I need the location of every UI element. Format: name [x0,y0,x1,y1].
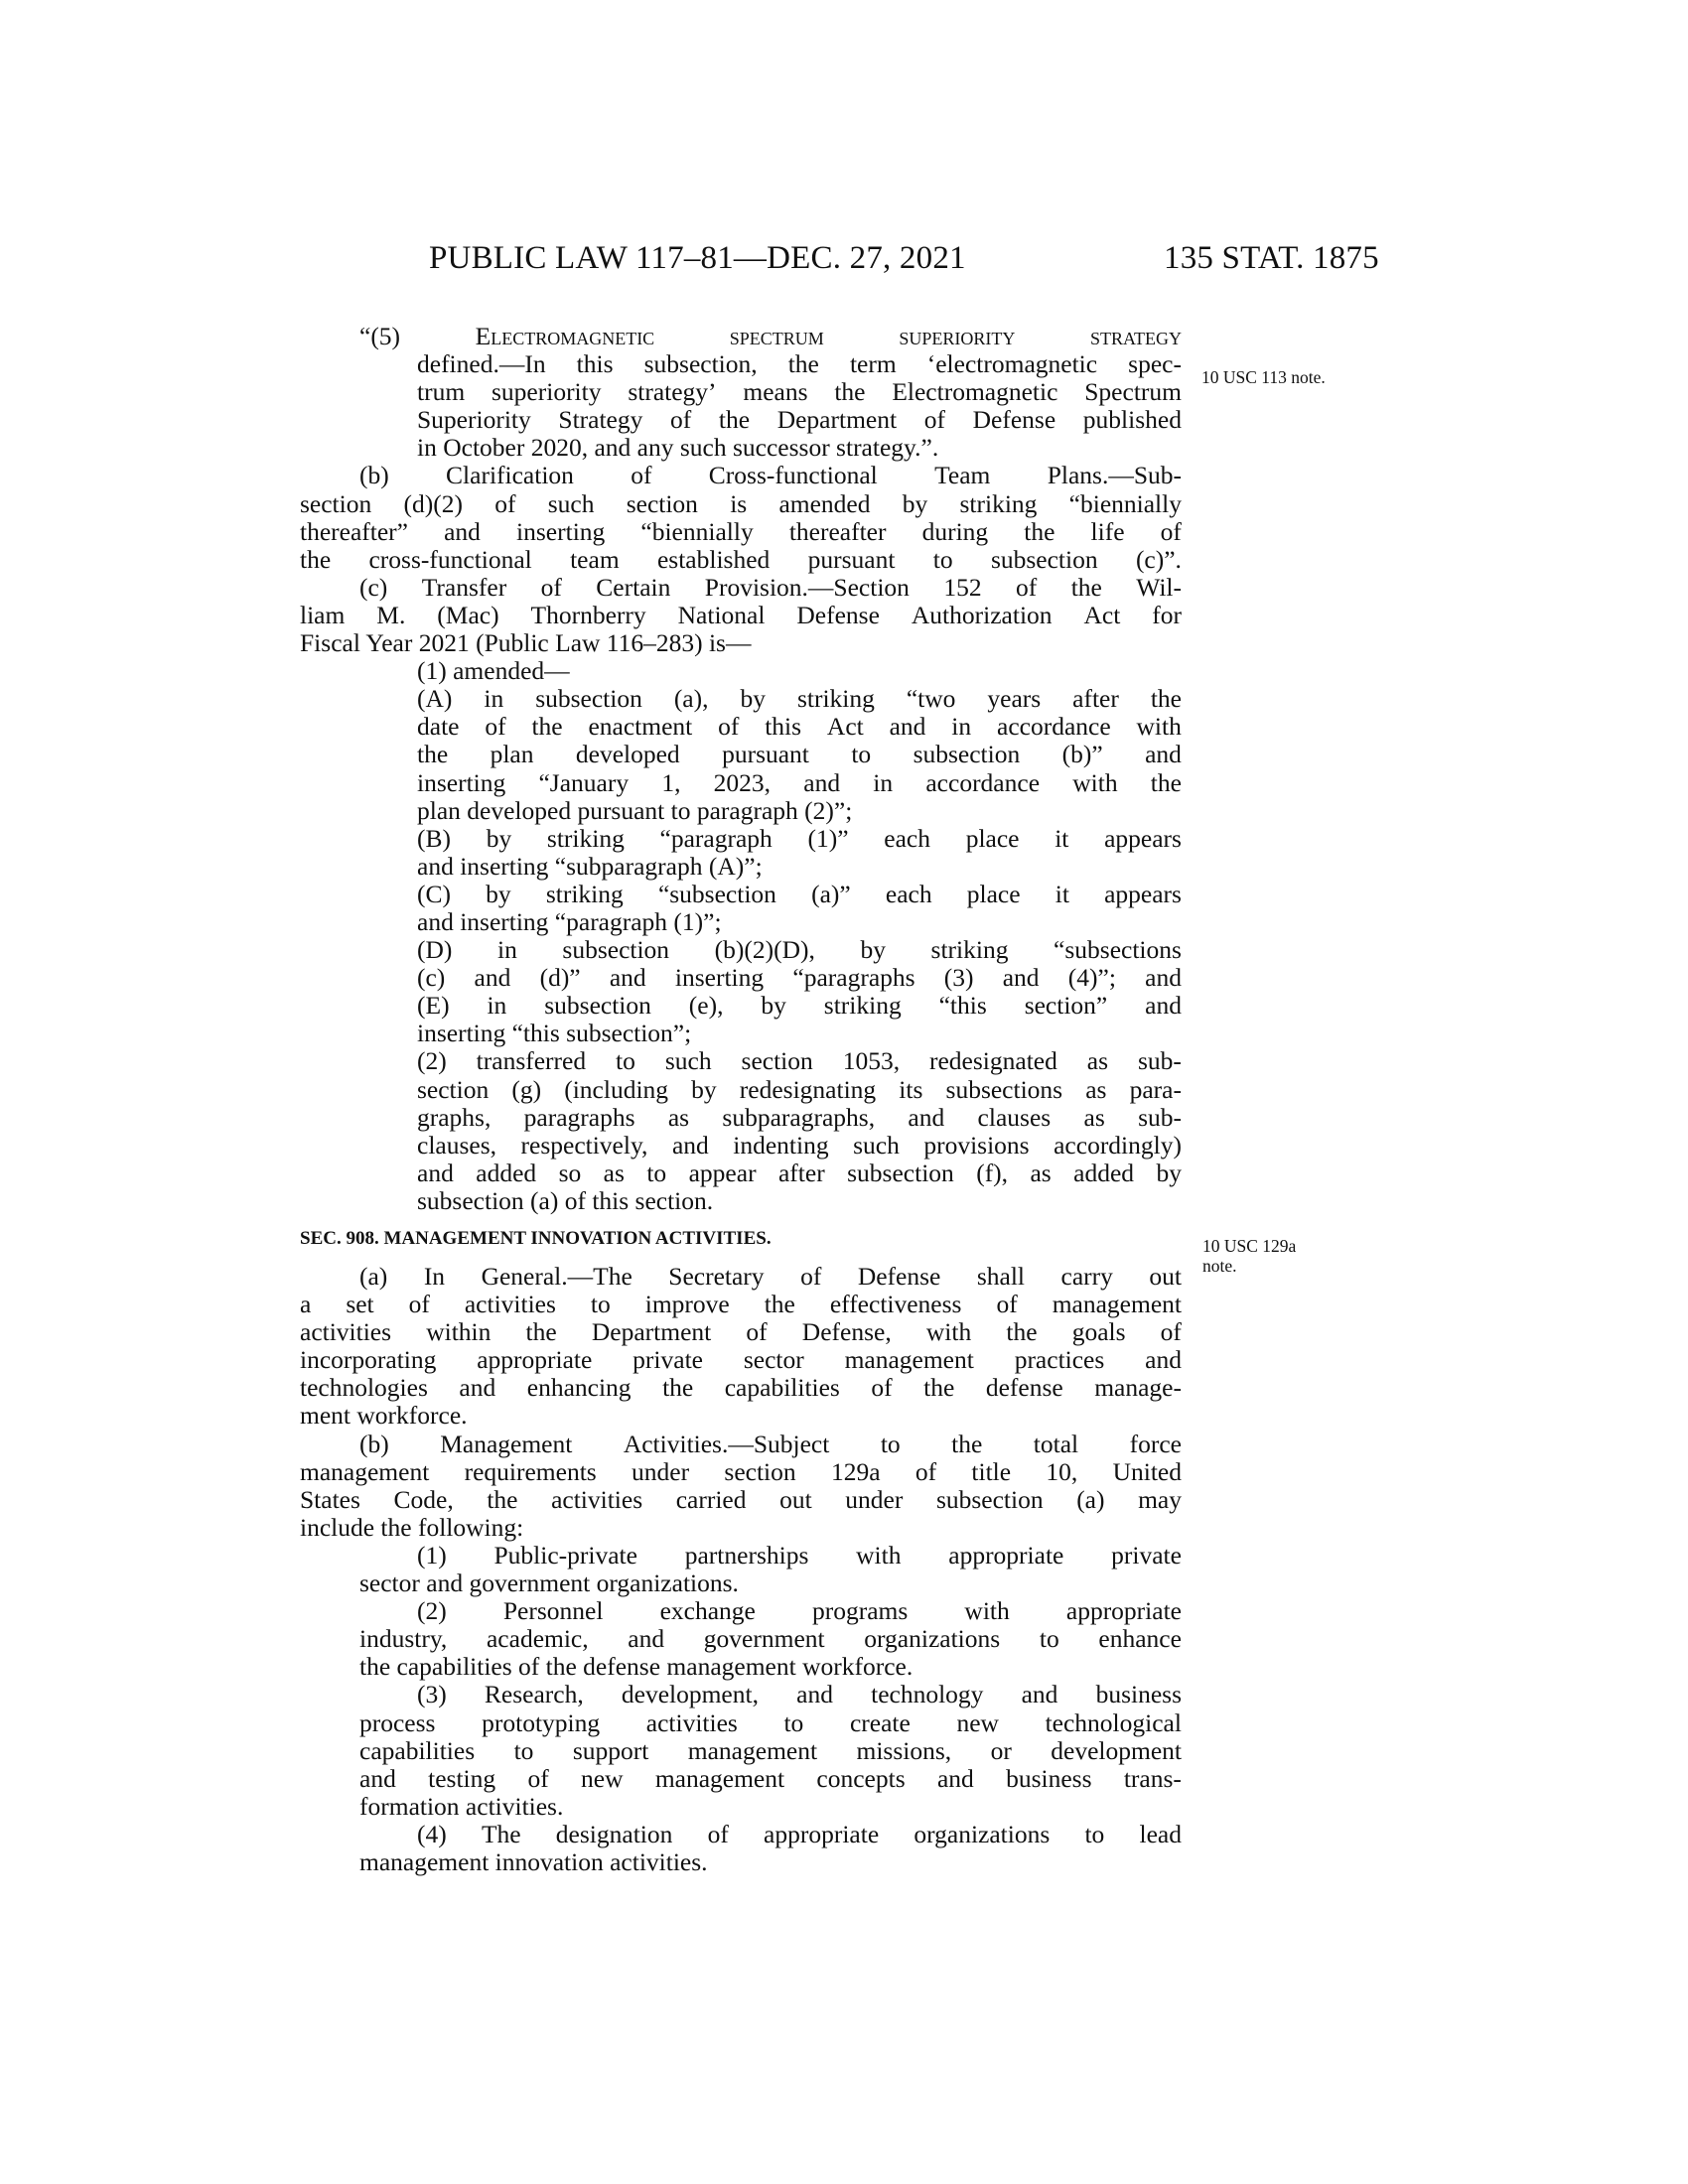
text-line: liam M. (Mac) Thornberry National Defense Authorization Act for [300,600,1182,629]
text-line: subsection (a) of this section. [417,1185,714,1215]
text-line: activities within the Department of Defense, with the goals of [300,1317,1182,1347]
text-line: (C) by striking “subsection (a)” each place it appears [417,879,1182,908]
text-line: ment workforce. [300,1401,468,1431]
text-line: and inserting “paragraph (1)”; [417,906,722,936]
text-line: the plan developed pursuant to subsection (b)” and [417,740,1182,769]
text-line: (b) Management Activities.—Subject to the total force [359,1429,1182,1458]
text-line: graphs, paragraphs as subparagraphs, and clauses as sub- [417,1102,1182,1132]
text-line: (b) Clarification of Cross-functional Team Plans.—Sub- [359,461,1182,490]
text-line: States Code, the activities carried out under subsection (a) may [300,1484,1182,1514]
section-heading: SEC. 908. MANAGEMENT INNOVATION ACTIVITIES. [300,1228,772,1249]
text-line: (2) Personnel exchange programs with appropriate [417,1596,1182,1626]
text-line: (c) and (d)” and inserting “paragraphs (3) and (4)”; and [417,963,1182,993]
stat-page-number: 135 STAT. 1875 [1164,240,1379,276]
text-line: management innovation activities. [359,1846,708,1876]
text-line: (B) by striking “paragraph (1)” each place it appears [417,823,1182,853]
text-line: industry, academic, and government organizations to enhance [359,1624,1182,1654]
text-line: and inserting “subparagraph (A)”; [417,851,763,881]
text-line: in October 2020, and any such successor strategy.”. [417,433,939,463]
text-line: (3) Research, development, and technology and business [417,1680,1182,1709]
text-line: Superiority Strategy of the Department of Defense published [417,405,1182,435]
text-line: defined.—In this subsection, the term ‘electromagnetic spec- [417,349,1182,379]
margin-note-10-usc-129a [1202,1236,1296,1276]
text-line: inserting “January 1, 2023, and in accordance with the [417,767,1182,797]
text-line: trum superiority strategy’ means the Electromagnetic Spectrum [417,377,1182,407]
text-line: formation activities. [359,1791,564,1821]
text-line: a set of activities to improve the effectiveness of management [300,1290,1182,1319]
margin-note-line: note. [1202,1256,1237,1276]
text-line: thereafter” and inserting “biennially thereafter during the life of [300,516,1182,546]
text-line: (1) amended— [417,656,570,686]
text-line: (2) transferred to such section 1053, redesignated as sub- [417,1046,1182,1076]
document-body [300,323,1182,1876]
text-line: technologies and enhancing the capabilities of the defense manage- [300,1373,1182,1403]
text-line: (4) The designation of appropriate organizations to lead [417,1819,1182,1848]
law-header: PUBLIC LAW 117–81—DEC. 27, 2021 [429,240,966,276]
text-line: process prototyping activities to create new technological [359,1707,1182,1737]
text-line: section (g) (including by redesignating its subsections as para- [417,1074,1182,1104]
text-line: the capabilities of the defense management workforce. [359,1652,914,1682]
text-line: Fiscal Year 2021 (Public Law 116–283) is— [300,628,752,658]
text-line: and added so as to appear after subsection (f), as added by [417,1158,1182,1187]
text-line: (c) Transfer of Certain Provision.—Section 152 of the Wil- [359,572,1182,602]
text-line: (A) in subsection (a), by striking “two years after the [417,684,1182,714]
text-line: sector and government organizations. [359,1569,739,1598]
text-line: date of the enactment of this Act and in accordance with [417,712,1182,742]
text-line: section (d)(2) of such section is amended by striking “biennially [300,488,1182,518]
text-line: (E) in subsection (e), by striking “this section” and [417,991,1182,1021]
text-line: management requirements under section 129a of title 10, United [300,1456,1182,1486]
text-line: include the following: [300,1512,524,1542]
text-line: (D) in subsection (b)(2)(D), by striking “subsections [417,935,1182,965]
text-line: and testing of new management concepts and business trans- [359,1763,1182,1793]
text-line: capabilities to support management missions, or development [359,1735,1182,1765]
text-line: (1) Public-private partnerships with appropriate private [417,1540,1182,1570]
text-line: incorporating appropriate private sector management practices and [300,1345,1182,1375]
text-line: clauses, respectively, and indenting such provisions accordingly) [417,1130,1182,1160]
text-line: (a) In General.—The Secretary of Defense shall carry out [359,1262,1182,1291]
text-line: plan developed pursuant to paragraph (2)”; [417,795,853,825]
text-line: “(5) Electromagnetic spectrum superiority strategy [359,322,1182,350]
margin-note-line: 10 USC 129a [1202,1236,1297,1256]
margin-note-10-usc-113: 10 USC 113 note. [1201,367,1326,387]
text-line: inserting “this subsection”; [417,1019,692,1048]
text-line: the cross-functional team established pursuant to subsection (c)”. [300,544,1182,574]
